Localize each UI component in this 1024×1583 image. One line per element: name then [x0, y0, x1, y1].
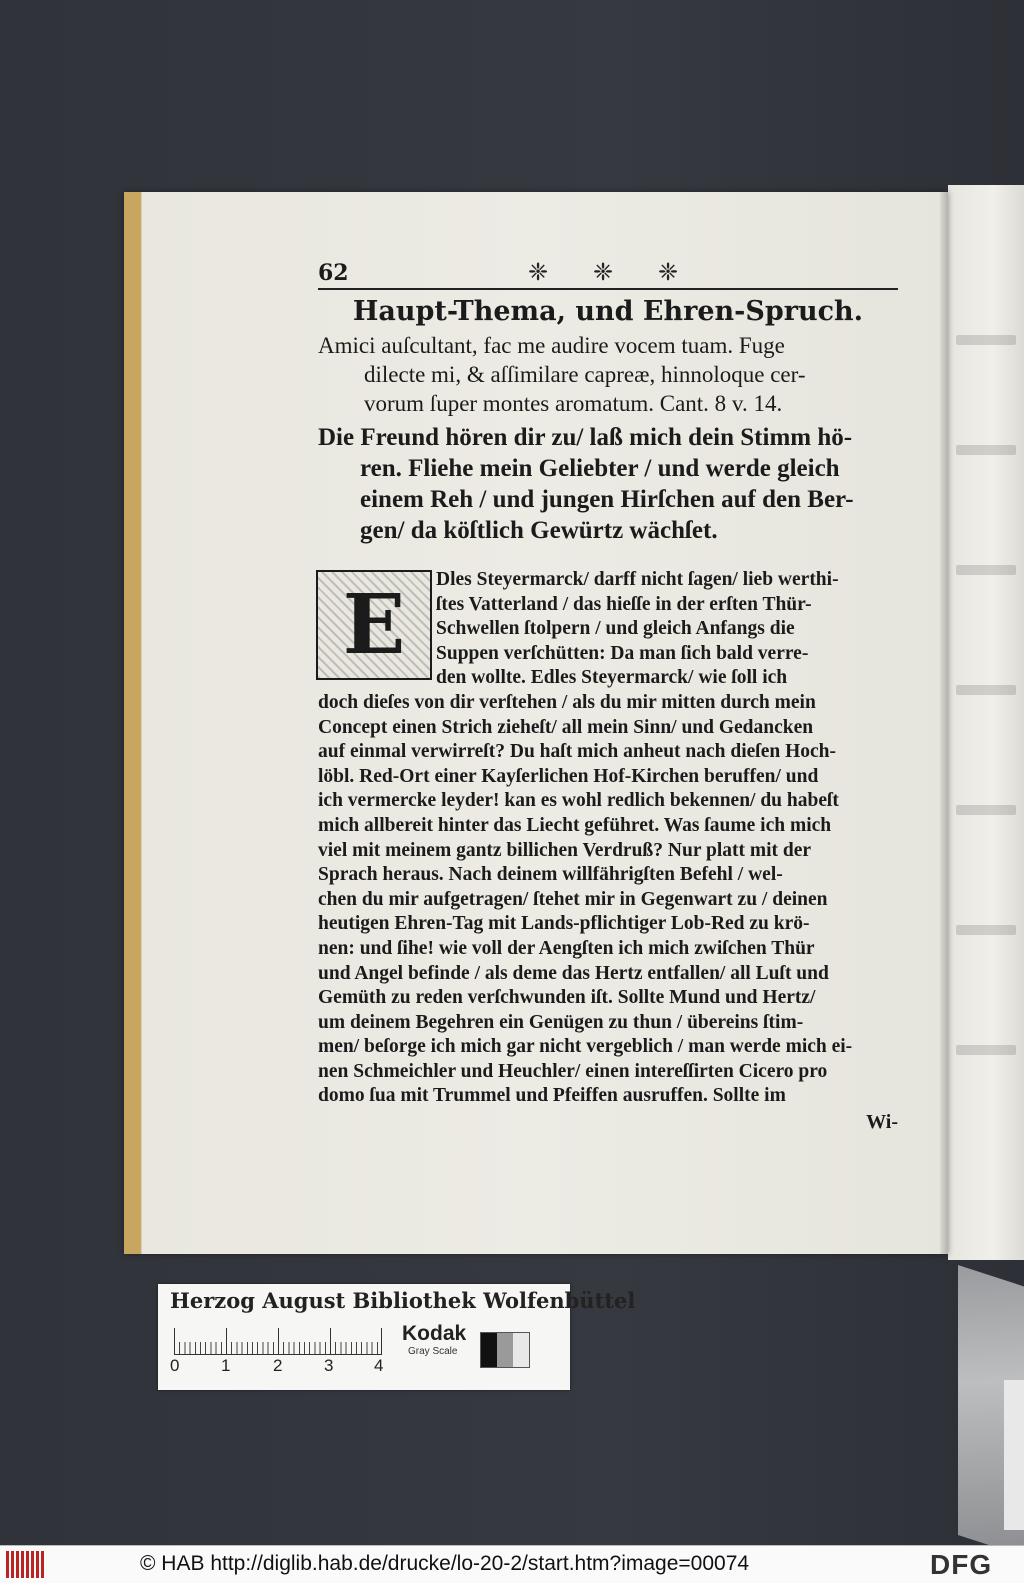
german-verse: [318, 422, 898, 546]
body-line: nen: und ſihe! wie voll der Aengſten ich mich zwiſchen Thür: [318, 937, 815, 959]
body-line: Gemüth zu reden verſchwunden iſt. Sollte Mund und Hertz/: [318, 987, 816, 1009]
ruler-number: 0: [170, 1356, 180, 1375]
gray-scale-label: Gray Scale: [408, 1346, 458, 1357]
library-name: Herzog August Bibliothek Wolfenbüttel: [170, 1288, 636, 1313]
hab-logo-icon: [6, 1551, 46, 1578]
body-line: men/ beſorge ich mich gar nicht vergeblich / man werde mich ei-: [318, 1036, 853, 1058]
swatch-white: [513, 1333, 529, 1367]
body-line: ſtes Vatterland / das hieſſe in der erſten Thür-: [436, 593, 812, 615]
body-line: heutigen Ehren-Tag mit Lands-pflichtiger Lob-Red zu krö-: [318, 913, 810, 935]
ghost-line: [956, 565, 1016, 575]
swatch-black: [481, 1333, 497, 1367]
swatch-gray: [497, 1333, 513, 1367]
page-content: [318, 258, 898, 1134]
body-line: Schwellen ſtolpern / und gleich Anfangs die: [436, 618, 795, 640]
ornament-icon: ❈: [593, 258, 614, 286]
page-number: 62: [318, 260, 349, 286]
page-fold-shadow: [940, 192, 948, 1254]
body-line: löbl. Red-Ort einer Kayſerlichen Hof-Kirchen beruffen/ und: [318, 765, 819, 787]
verse-line: gen/ da köſtlich Gewürtz wächſet.: [360, 517, 718, 544]
ghost-line: [956, 335, 1016, 345]
body-line: Dles Steyermarck/ darff nicht ſagen/ lieb werthi-: [436, 569, 839, 590]
decorated-initial: E: [316, 570, 432, 680]
body-text: [318, 568, 898, 1109]
ghost-line: [956, 1045, 1016, 1055]
ruler-tick: [226, 1328, 227, 1354]
ruler-number: 4: [374, 1356, 384, 1375]
body-line: um deinem Begehren ein Genügen zu thun / übereins ſtim-: [318, 1011, 804, 1033]
footer-bar: [0, 1545, 1024, 1583]
verse-line: Die Freund hören dir zu/ laß mich dein Stimm hö-: [318, 424, 853, 451]
color-card: [158, 1284, 636, 1390]
body-line: und Angel befinde / als deme das Hertz entfallen/ all Luſt und: [318, 962, 829, 984]
body-line: Suppen verſchütten: Da man ſich bald verre-: [436, 642, 809, 664]
ruler-tick: [330, 1328, 331, 1354]
ghost-line: [956, 805, 1016, 815]
gray-swatches: [480, 1332, 530, 1368]
ruler-tick: [278, 1328, 279, 1354]
latin-line: Amici auſcultant, fac me audire vocem tuam. Fuge: [318, 333, 785, 358]
ruler-tick: [174, 1328, 175, 1354]
ghost-line: [956, 685, 1016, 695]
ruler-number: 3: [324, 1356, 334, 1375]
verse-line: ren. Fliehe mein Geliebter / und werde gleich: [360, 455, 840, 482]
body-line: viel mit meinem gantz billichen Verdruß? Nur platt mit der: [318, 839, 812, 861]
body-line: domo ſua mit Trummel und Pfeiffen ausruffen. Sollte im: [318, 1085, 786, 1107]
body-line: doch dieſes von dir verſtehen / als du mir mitten durch mein: [318, 691, 816, 713]
catchword: Wi-: [866, 1111, 898, 1134]
body-line: Concept einen Strich zieheſt/ all mein Sinn/ und Gedancken: [318, 716, 814, 738]
latin-line: vorum ſuper montes aromatum. Cant. 8 v. 14.: [364, 391, 783, 416]
ornament-icon: ❈: [528, 258, 549, 286]
kodak-logo: Kodak: [402, 1322, 467, 1345]
edge-strip: [1004, 1380, 1024, 1530]
ornament-icon: ❈: [658, 258, 679, 286]
body-line: nen Schmeichler und Heuchler/ einen intereſſirten Cicero pro: [318, 1060, 828, 1082]
scale-ruler: [174, 1328, 382, 1355]
verse-line: einem Reh / und jungen Hirſchen auf den Ber-: [360, 486, 854, 513]
ruler-tick: [381, 1328, 382, 1354]
adjacent-page: [948, 185, 1024, 1260]
dfg-logo: DFG: [930, 1549, 993, 1580]
body-line: chen du mir aufgetragen/ ſtehet mir in Gegenwart zu / deinen: [318, 888, 828, 910]
body-line: den wollte. Edles Steyermarck/ wie ſoll ich: [436, 667, 788, 689]
body-line: mich allbereit hinter das Liecht geführet. Was ſaume ich mich: [318, 814, 832, 836]
body-line: ich vermercke leyder! kan es wohl redlich bekennen/ du habeſt: [318, 790, 839, 812]
section-title: Haupt-Thema, und Ehren-Spruch.: [352, 296, 864, 327]
running-head: [318, 258, 898, 290]
copyright-link[interactable]: © HAB http://diglib.hab.de/drucke/lo-20-2/start.htm?image=00074: [140, 1552, 750, 1575]
ruler-number: 1: [221, 1356, 231, 1375]
ghost-line: [956, 925, 1016, 935]
latin-verse: [318, 331, 898, 418]
body-line: auf einmal verwirreſt? Du haſt mich anheut nach dieſen Hoch-: [318, 741, 836, 763]
ghost-line: [956, 445, 1016, 455]
ruler-number: 2: [273, 1356, 283, 1375]
body-line: Sprach heraus. Nach deinem willfährigſten Befehl / wel-: [318, 864, 783, 886]
latin-line: dilecte mi, & aſſimilare capreæ, hinnoloque cer-: [364, 362, 806, 387]
